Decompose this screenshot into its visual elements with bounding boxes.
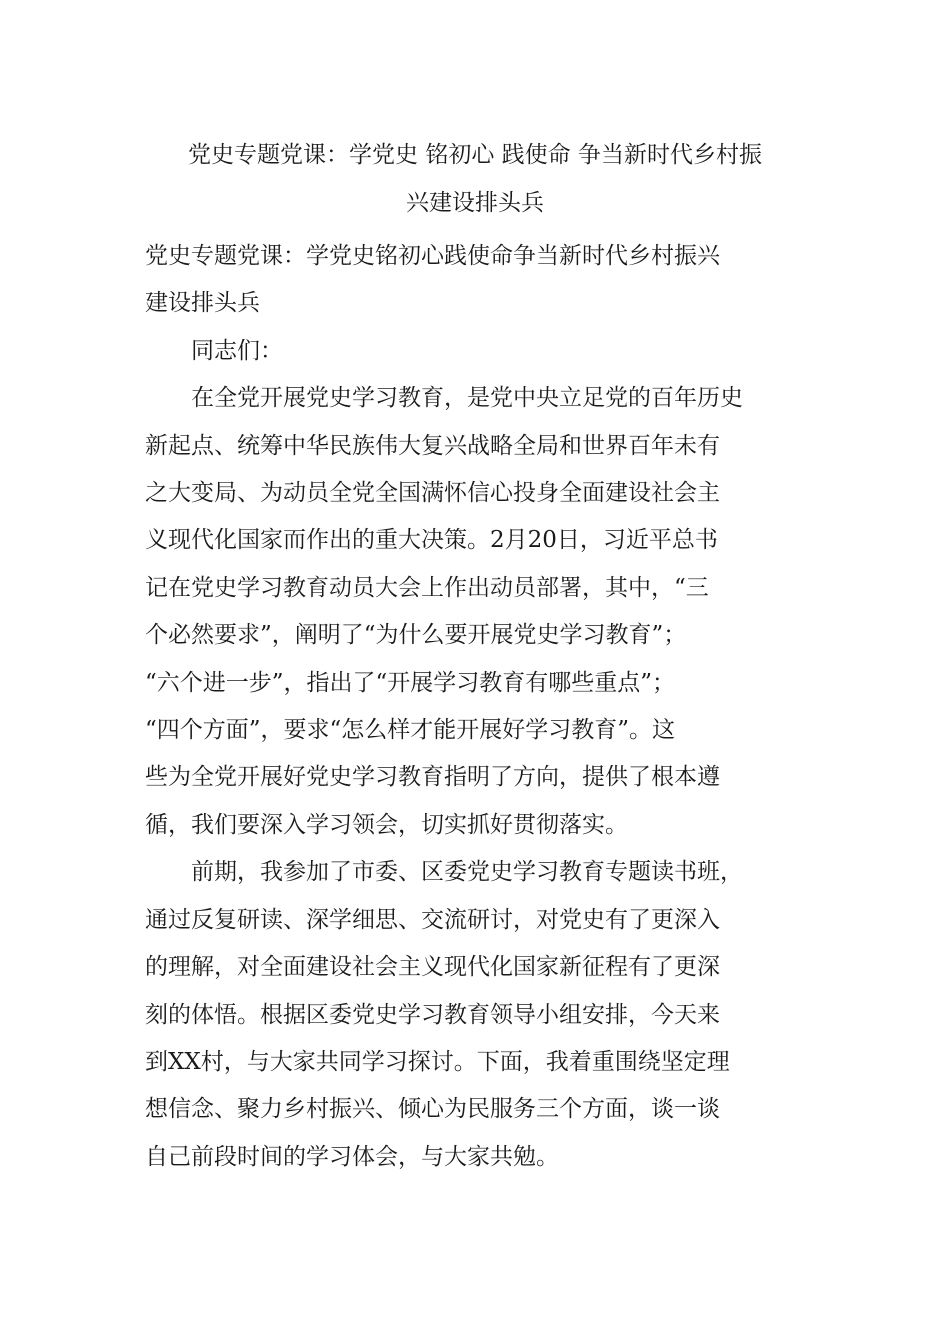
subtitle-line-2: 建设排头兵: [145, 290, 260, 317]
paragraph-line: 前期，我参加了市委、区委党史学习教育专题读书班，: [191, 859, 743, 886]
paragraph-line: 通过反复研读、深学细思、交流研讨，对党史有了更深入: [145, 906, 720, 933]
title-line-2: 兴建设排头兵: [406, 190, 544, 216]
paragraph-line: 义现代化国家而作出的重大决策。2月20日，习近平总书: [145, 527, 718, 554]
paragraph-line: “六个进一步”，指出了“开展学习教育有哪些重点”；: [145, 669, 676, 696]
paragraph-1: [145, 375, 810, 849]
salutation-text: 同志们：: [191, 337, 283, 364]
paragraph-line: 新起点、统筹中华民族伟大复兴战略全局和世界百年未有: [145, 432, 720, 459]
paragraph-line: 循，我们要深入学习领会，切实抓好贯彻落实。: [145, 811, 628, 838]
document-title: [140, 131, 810, 227]
paragraph-line: 自己前段时间的学习体会，与大家共勉。: [145, 1143, 559, 1170]
document-body: [145, 233, 810, 1181]
salutation: [145, 328, 810, 375]
title-line-1: 党史专题党课：学党史 铭初心 践使命 争当新时代乡村振: [188, 142, 762, 168]
paragraph-line: 些为全党开展好党史学习教育指明了方向，提供了根本遵: [145, 764, 720, 791]
paragraph-line: 的理解，对全面建设社会主义现代化国家新征程有了更深: [145, 954, 720, 981]
paragraph-line: 刻的体悟。根据区委党史学习教育领导小组安排，今天来: [145, 1001, 720, 1028]
paragraph-line: 在全党开展党史学习教育，是党中央立足党的百年历史: [191, 385, 743, 412]
paragraph-line: 个必然要求”，阐明了“为什么要开展党史学习教育”；: [145, 622, 687, 649]
subtitle-line-1: 党史专题党课：学党史铭初心践使命争当新时代乡村振兴: [145, 243, 720, 269]
paragraph-line: 记在党史学习教育动员大会上作出动员部署，其中，“三: [145, 574, 709, 601]
paragraph-2: [145, 849, 810, 1181]
subtitle-heading: [145, 233, 810, 328]
paragraph-line: 之大变局、为动员全党全国满怀信心投身全面建设社会主: [145, 480, 720, 507]
paragraph-line: “四个方面”，要求“怎么样才能开展好学习教育”。这: [145, 717, 676, 744]
paragraph-line: 想信念、聚力乡村振兴、倾心为民服务三个方面，谈一谈: [145, 1096, 720, 1123]
paragraph-line: 到XX村，与大家共同学习探讨。下面，我着重围绕坚定理: [145, 1048, 730, 1075]
